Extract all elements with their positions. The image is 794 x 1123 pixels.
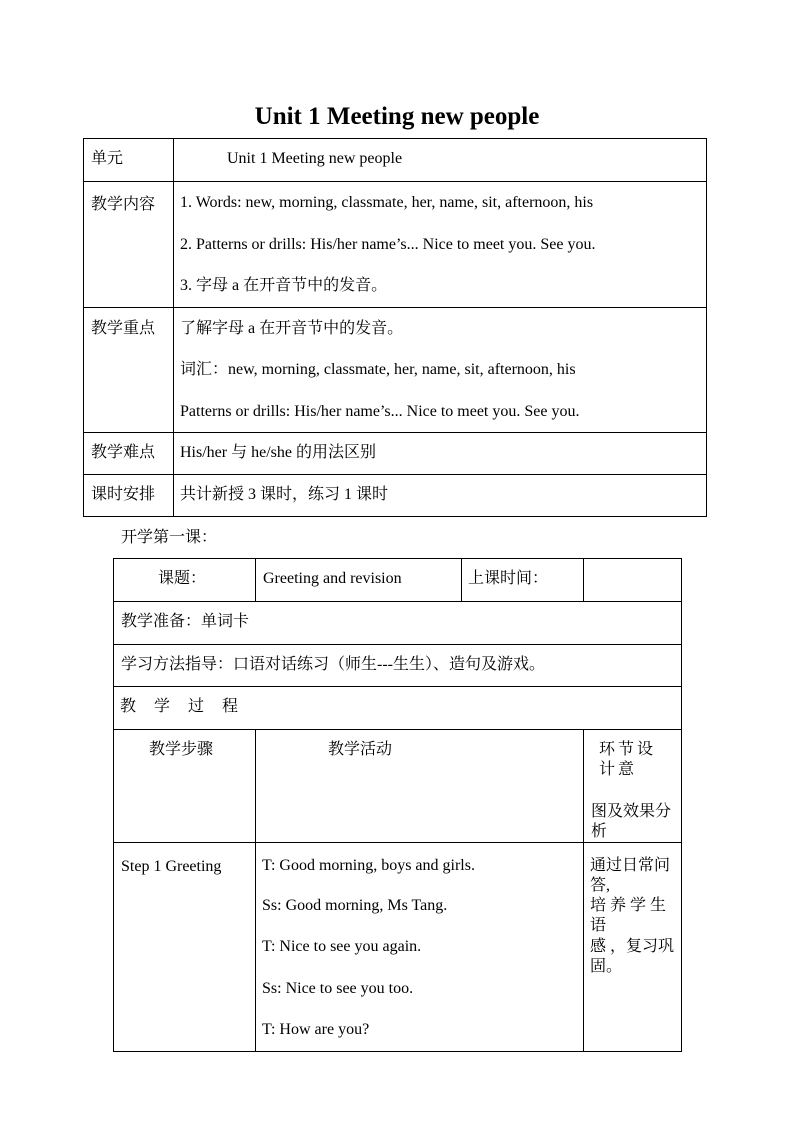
table-row <box>114 559 682 602</box>
activities-header: 教学活动 <box>328 741 393 758</box>
time-label: 上课时间： <box>468 570 549 587</box>
activity-line: T: Good morning, boys and girls. <box>262 857 475 874</box>
table-row <box>114 645 682 687</box>
table-row <box>114 687 682 730</box>
content-line: 2. Patterns or drills: His/her name’s... Nice to meet you. See you. <box>180 235 596 253</box>
topic-value: Greeting and revision <box>263 570 402 587</box>
unit-label: 单元 <box>91 150 124 167</box>
analysis-line: 感 ，复习巩固。 <box>590 938 675 975</box>
table-row <box>84 433 707 475</box>
key-point-line: Patterns or drills: His/her name’s... Nice to meet you. See you. <box>180 402 580 420</box>
key-point-line: 词汇：new, morning, classmate, her, name, sit, afternoon, his <box>180 361 576 378</box>
key-point-line: 了解字母 a 在开音节中的发音。 <box>180 319 404 337</box>
unit-value: Unit 1 Meeting new people <box>227 150 403 167</box>
method-text: 学习方法指导：口语对话练习（师生---生生）、造句及游戏。 <box>121 656 545 673</box>
lesson-plan-table <box>113 558 682 1052</box>
table-row <box>114 602 682 645</box>
difficulty-value: His/her 与 he/she 的用法区别 <box>180 444 376 461</box>
prep-text: 教学准备：单词卡 <box>121 613 250 630</box>
analysis-header: 图及效果分析 <box>591 803 672 840</box>
table-row <box>114 730 682 843</box>
unit-info-table <box>83 138 707 517</box>
table-row <box>84 475 707 517</box>
table-row <box>114 843 682 1052</box>
difficulty-label: 教学难点 <box>91 444 156 461</box>
analysis-line: 培 养 学 生 语 <box>590 896 667 934</box>
steps-header: 教学步骤 <box>149 741 214 758</box>
activity-line: T: Nice to see you again. <box>262 938 422 955</box>
key-points-label: 教学重点 <box>91 319 156 337</box>
activity-line: Ss: Good morning, Ms Tang. <box>262 896 448 914</box>
activity-line: T: How are you? <box>262 1021 370 1038</box>
table-row <box>84 139 707 182</box>
process-heading: 教 学 过 程 <box>120 698 239 715</box>
intro-text: 开学第一课： <box>121 529 218 546</box>
table-row <box>84 307 707 433</box>
table-row <box>84 182 707 308</box>
topic-label: 课题： <box>158 570 207 587</box>
analysis-line: 通过日常问答, <box>590 857 671 894</box>
analysis-header: 环节设计意 <box>599 741 657 778</box>
time-value <box>584 559 681 569</box>
schedule-value: 共计新授 3 课时，练习 1 课时 <box>180 486 389 503</box>
content-label: 教学内容 <box>91 196 156 213</box>
page-title: Unit 1 Meeting new people <box>254 103 540 130</box>
content-line: 1. Words: new, morning, classmate, her, name, sit, afternoon, his <box>180 194 594 211</box>
schedule-label: 课时安排 <box>91 486 156 503</box>
step-name: Step 1 Greeting <box>121 858 222 875</box>
activity-line: Ss: Nice to see you too. <box>262 979 414 997</box>
content-line: 3. 字母 a 在开音节中的发音。 <box>180 277 388 294</box>
